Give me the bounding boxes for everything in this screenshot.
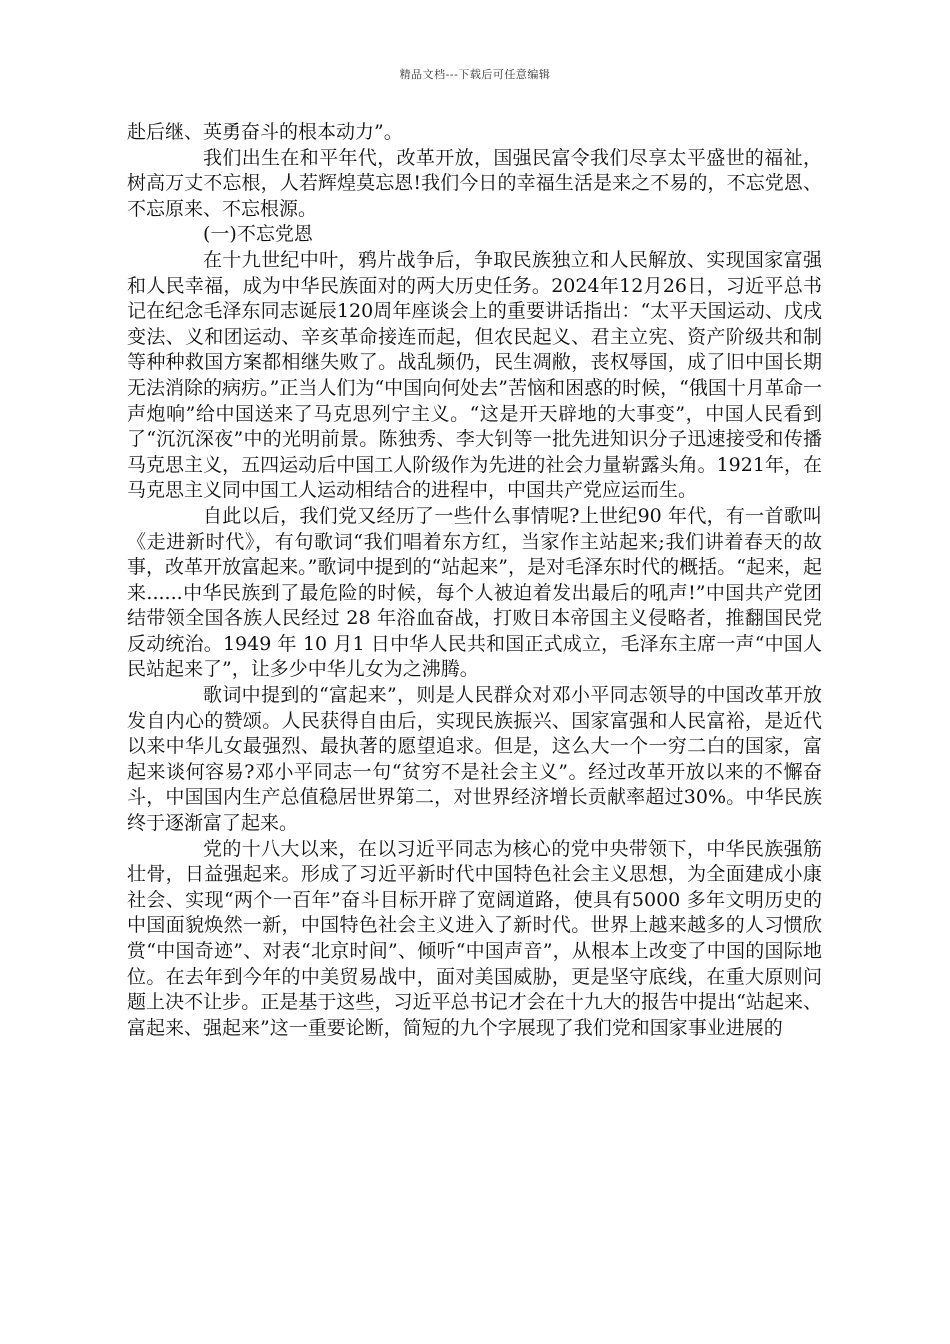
paragraph-intro: 我们出生在和平年代，改革开放，国强民富令我们尽享太平盛世的福祉，树高万丈不忘根，人若辉煌莫忘恩!我们今日的幸福生活是来之不易的，不忘党恩、不忘原来、不忘根源。 <box>127 146 822 220</box>
paragraph-get-strong: 党的十八大以来，在以习近平同志为核心的党中央带领下，中华民族强筋壮骨，日益强起来。形成了习近平新时代中国特色社会主义思想，为全面建成小康社会、实现“两个一百年”奋斗目标开辟了宽阔道路，使具有5000 多年文明历史的中国面貌焕然一新，中国特色社会主义进入了新时代。世界上越来越多的人习惯欣赏“中国奇迹”、对表“北京时间”、倾听“中国声音”，从根本上改变了中国的国际地位。在去年到今年的中美贸易战中，面对美国威胁，更是坚守底线，在重大原则问题上决不让步。正是基于这些，习近平总书记才会在十九大的报告中提出“站起来、富起来、强起来”这一重要论断，简短的九个字展现了我们党和国家事业进展的 <box>127 837 822 1039</box>
page-header: 精品文档---下载后可任意编辑 <box>399 68 551 81</box>
paragraph-continuation: 赴后继、英勇奋斗的根本动力”。 <box>127 121 403 143</box>
paragraph-get-rich: 歌词中提到的“富起来”，则是人民群众对邓小平同志领导的中国改革开放发自内心的赞颂。人民获得自由后，实现民族振兴、国家富强和人民富裕，是近代以来中华儿女最强烈、最执著的愿望追求。但是，这么大一个一穷二白的国家，富起来谈何容易?邓小平同志一句“贫穷不是社会主义”。经过改革开放以来的不懈奋斗，中国国内生产总值稳居世界第二，对世界经济增长贡献率超过30%。中华民族终于逐渐富了起来。 <box>127 684 822 835</box>
section-heading: (一)不忘党恩 <box>203 223 313 246</box>
paragraph-history: 在十九世纪中叶，鸦片战争后，争取民族独立和人民解放、实现国家富强和人民幸福，成为中华民族面对的两大历史任务。2024年12月26日，习近平总书记在纪念毛泽东同志诞辰120周年座谈会上的重要讲话指出：“太平天国运动、戊戌变法、义和团运动、辛亥革命接连而起，但农民起义、君主立宪、资产阶级共和制等种种救国方案都相继失败了。战乱频仍，民生凋敝，丧权辱国，成了旧中国长期无法消除的病疠。”正当人们为“中国向何处去”苦恼和困惑的时候，“俄国十月革命一声炮响”给中国送来了马克思列宁主义。“这是开天辟地的大事变”，中国人民看到了“沉沉深夜”中的光明前景。陈独秀、李大钊等一批先进知识分子迅速接受和传播马克思主义，五四运动后中国工人阶级作为先进的社会力量崭露头角。1921年，在马克思主义同中国工人运动相结合的进程中，中国共产党应运而生。 <box>127 248 822 502</box>
paragraph-stand-up: 自此以后，我们党又经历了一些什么事情呢?上世纪90 年代，有一首歌叫《走进新时代》，有句歌词“我们唱着东方红，当家作主站起来;我们讲着春天的故事，改革开放富起来。”歌词中提到的“站起来”，是对毛泽东时代的概括。“起来，起来......中华民族到了最危险的时候，每个人被迫着发出最后的吼声!”中国共产党团结带领全国各族人民经过 28 年浴血奋战，打败日本帝国主义侵略者，推翻国民党反动统治。1949 年 10 月1 日中华人民共和国正式成立，毛泽东主席一声“中国人民站起来了”，让多少中华儿女为之沸腾。 <box>127 504 822 681</box>
document-body <box>127 120 822 1041</box>
